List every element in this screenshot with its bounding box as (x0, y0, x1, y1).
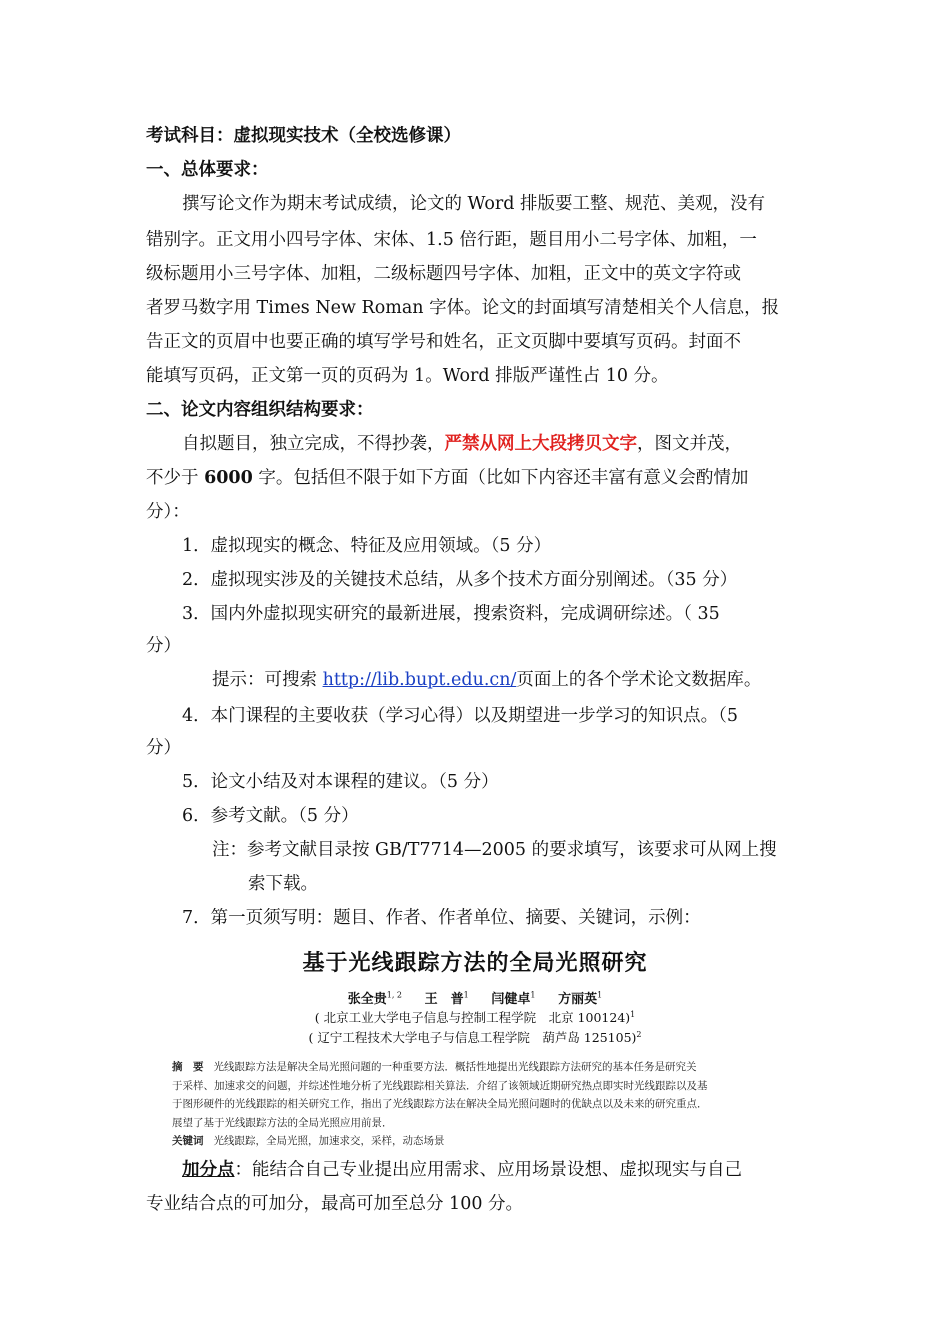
list-item-4: 4．本门课程的主要收获（学习心得）以及期望进一步学习的知识点。（5 (182, 706, 739, 726)
intro-text-tail: ，图文并茂， (637, 434, 742, 454)
abstract-line: 于图形硬件的光线跟踪的相关研究工作，指出了光线跟踪方法在解决全局光照问题时的优缺点以及未来的研究重点． (172, 1098, 708, 1110)
list-item-3: 3．国内外虚拟现实研究的最新进展，搜索资料，完成调研综述。（ 35 (182, 604, 720, 624)
keywords-label: 关键词 (172, 1135, 204, 1147)
bonus-text: ：能结合自己专业提出应用需求、应用场景设想、虚拟现实与自己 (234, 1160, 742, 1180)
author-name: 方丽英 (558, 992, 598, 1007)
keywords-line (172, 1132, 782, 1151)
sec1-line-2: 错别字。正文用小四号字体、宋体、1.5 倍行距，题目用小二号字体、加粗，一 (146, 230, 757, 250)
abstract-line: 于采样、加速求交的问题，并综述性地分析了光线跟踪相关算法．介绍了该领域近期研究热点即实时光线跟踪以及基 (172, 1079, 708, 1092)
hint-line (212, 668, 761, 692)
word-count: 6000 (204, 468, 253, 488)
affiliation-text: ( 辽宁工程技术大学电子与信息工程学院 葫芦岛 125105) (308, 1030, 637, 1045)
section-1-heading: 一、总体要求： (146, 160, 269, 180)
author-sup: 1 (463, 990, 469, 1000)
sec1-line-1: 撰写论文作为期末考试成绩，论文的 Word 排版要工整、规范、美观，没有 (182, 194, 766, 214)
note-line-1: 注：参考文献目录按 GB/T7714—2005 的要求填写，该要求可从网上搜 (212, 840, 777, 860)
list-item-1: 1．虚拟现实的概念、特征及应用领域。（5 分） (182, 536, 552, 556)
list-item-2: 2．虚拟现实涉及的关键技术总结，从多个技术方面分别阐述。（35 分） (182, 570, 738, 590)
abstract-text: 光线跟踪方法是解决全局光照问题的一种重要方法．概括性地提出光线跟踪方法研究的基本任务是研究关 (213, 1061, 697, 1073)
sec2-line-2 (146, 466, 748, 490)
abstract-line: 展望了基于光线跟踪方法的全局光照应用前景． (172, 1116, 393, 1129)
red-warning-text: 严禁从网上大段拷贝文字 (444, 434, 637, 454)
author-name: 闫健卓 (491, 992, 531, 1007)
sec1-line-4: 者罗马数字用 Times New Roman 字体。论文的封面填写清楚相关个人信息，报 (146, 298, 780, 318)
author-name: 王 普 (424, 992, 464, 1007)
list-item-5: 5．论文小结及对本课程的建议。（5 分） (182, 772, 499, 792)
example-affiliation-1 (0, 1008, 950, 1026)
example-abstract (172, 1058, 782, 1151)
bonus-line-2: 专业结合点的可加分，最高可加至总分 100 分。 (146, 1194, 524, 1214)
author-sup: 1 (597, 990, 603, 1000)
sec1-line-6: 能填写页码，正文第一页的页码为 1。Word 排版严谨性占 10 分。 (146, 366, 669, 386)
example-title: 基于光线跟踪方法的全局光照研究 (302, 951, 648, 976)
list-item-3-cont: 分） (146, 636, 181, 656)
hint-pre: 提示：可搜索 (212, 670, 323, 690)
bonus-line-1 (182, 1158, 742, 1182)
word-count-pre: 不少于 (146, 468, 205, 488)
author-sup: 1, 2 (386, 990, 403, 1000)
intro-text: 自拟题目，独立完成，不得抄袭， (182, 434, 445, 454)
example-authors (0, 988, 950, 1007)
list-item-6: 6．参考文献。（5 分） (182, 806, 359, 826)
list-item-4-cont: 分） (146, 738, 181, 758)
affiliation-text: ( 北京工业大学电子信息与控制工程学院 北京 100124) (314, 1010, 631, 1025)
note-line-2: 索下载。 (248, 874, 318, 894)
author-sup: 1 (530, 990, 536, 1000)
exam-subject: 考试科目：虚拟现实技术（全校选修课） (146, 126, 461, 146)
list-item-7: 7．第一页须写明：题目、作者、作者单位、摘要、关键词，示例： (182, 908, 701, 928)
example-affiliation-2 (0, 1028, 950, 1046)
sec1-line-3: 级标题用小三号字体、加粗，二级标题四号字体、加粗，正文中的英文字符或 (146, 264, 741, 284)
abstract-line (172, 1058, 782, 1077)
sec1-line-5: 告正文的页眉中也要正确的填写学号和姓名，正文页脚中要填写页码。封面不 (146, 332, 741, 352)
library-link[interactable]: http://lib.bupt.edu.cn/ (322, 670, 517, 690)
section-2-heading: 二、论文内容组织结构要求： (146, 400, 374, 420)
keywords-text: 光线跟踪，全局光照，加速求交，采样，动态场景 (213, 1135, 445, 1147)
sec2-intro (182, 432, 742, 456)
bonus-label: 加分点 (182, 1160, 235, 1180)
abstract-label: 摘 要 (172, 1061, 204, 1073)
author-name: 张全贵 (347, 992, 387, 1007)
word-count-post: 字。包括但不限于如下方面（比如下内容还丰富有意义会酌情加 (252, 468, 749, 488)
hint-post: 页面上的各个学术论文数据库。 (516, 670, 762, 690)
sec2-line-3: 分）： (146, 502, 190, 522)
affiliation-sup: 2 (636, 1029, 642, 1039)
affiliation-sup: 1 (630, 1009, 636, 1019)
